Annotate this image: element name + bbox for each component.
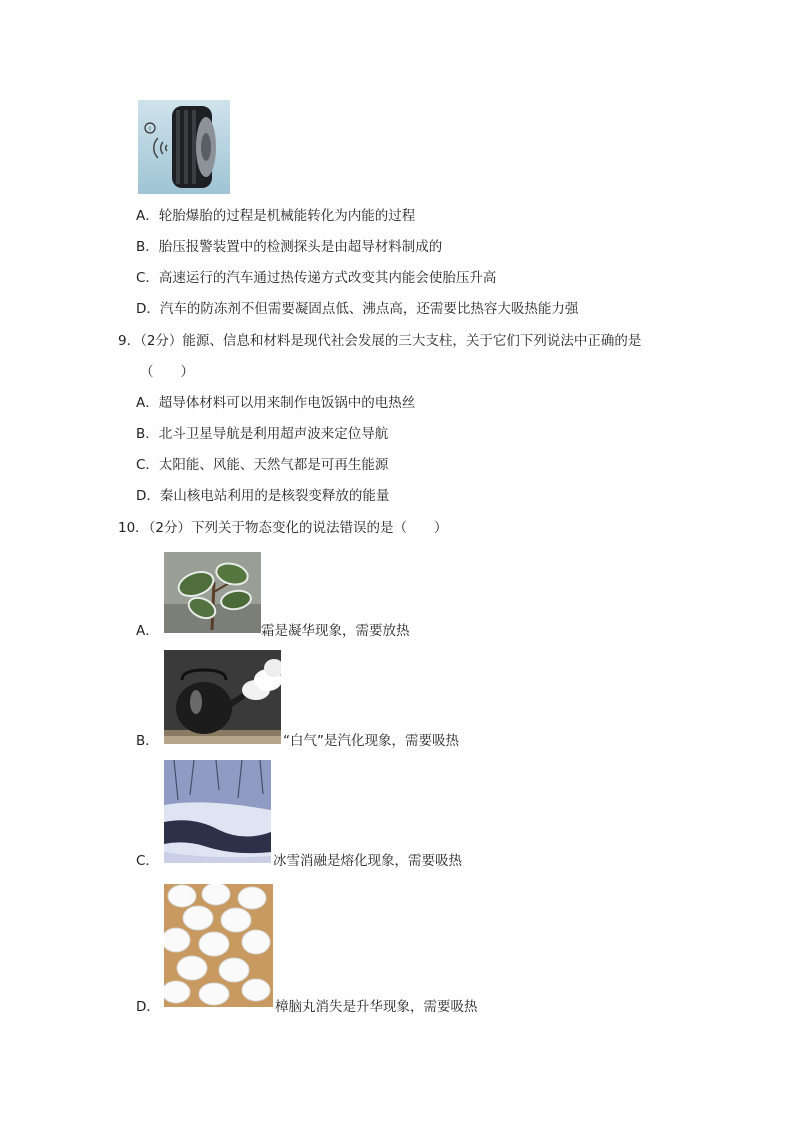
q10-option-d-text: 樟脑丸消失是升华现象，需要吸热: [275, 999, 478, 1015]
q10-option-c-letter: C．: [136, 853, 159, 869]
q9-option-a: A．超导体材料可以用来制作电饭锅中的电热丝: [136, 395, 416, 411]
q9-stem: 9．（2分）能源、信息和材料是现代社会发展的三大支柱，关于它们下列说法中正确的是: [118, 333, 642, 349]
svg-text:!: !: [148, 126, 152, 133]
q10-option-a-letter: A．: [136, 623, 159, 639]
frost-leaf-image: [164, 552, 261, 633]
q10-option-a-text: 霜是凝华现象，需要放热: [261, 623, 410, 639]
q10-option-d-letter: D．: [136, 999, 160, 1015]
q8-option-c: C．高速运行的汽车通过热传递方式改变其内能会使胎压升高: [136, 270, 497, 286]
q8-option-b: B．胎压报警装置中的检测探头是由超导材料制成的: [136, 239, 443, 255]
q9-option-d: D．秦山核电站利用的是核裂变释放的能量: [136, 488, 390, 504]
q9-answer-bracket: （ ）: [140, 364, 194, 380]
q10-option-b-text: “白气”是汽化现象，需要吸热: [283, 733, 459, 749]
snow-stream-image: [164, 760, 271, 863]
mothballs-image: [164, 884, 273, 1007]
q9-option-b: B．北斗卫星导航是利用超声波来定位导航: [136, 426, 389, 442]
q10-option-b-letter: B．: [136, 733, 159, 749]
q10-option-c-text: 冰雪消融是熔化现象，需要吸热: [273, 853, 462, 869]
kettle-steam-image: [164, 650, 281, 744]
q8-option-a: A．轮胎爆胎的过程是机械能转化为内能的过程: [136, 208, 416, 224]
q10-stem: 10．（2分）下列关于物态变化的说法错误的是（ ）: [118, 520, 448, 536]
q8-option-d: D．汽车的防冻剂不但需要凝固点低、沸点高，还需要比热容大吸热能力强: [136, 301, 579, 317]
q9-option-c: C．太阳能、风能、天然气都是可再生能源: [136, 457, 389, 473]
tire-pressure-image: [138, 100, 230, 194]
